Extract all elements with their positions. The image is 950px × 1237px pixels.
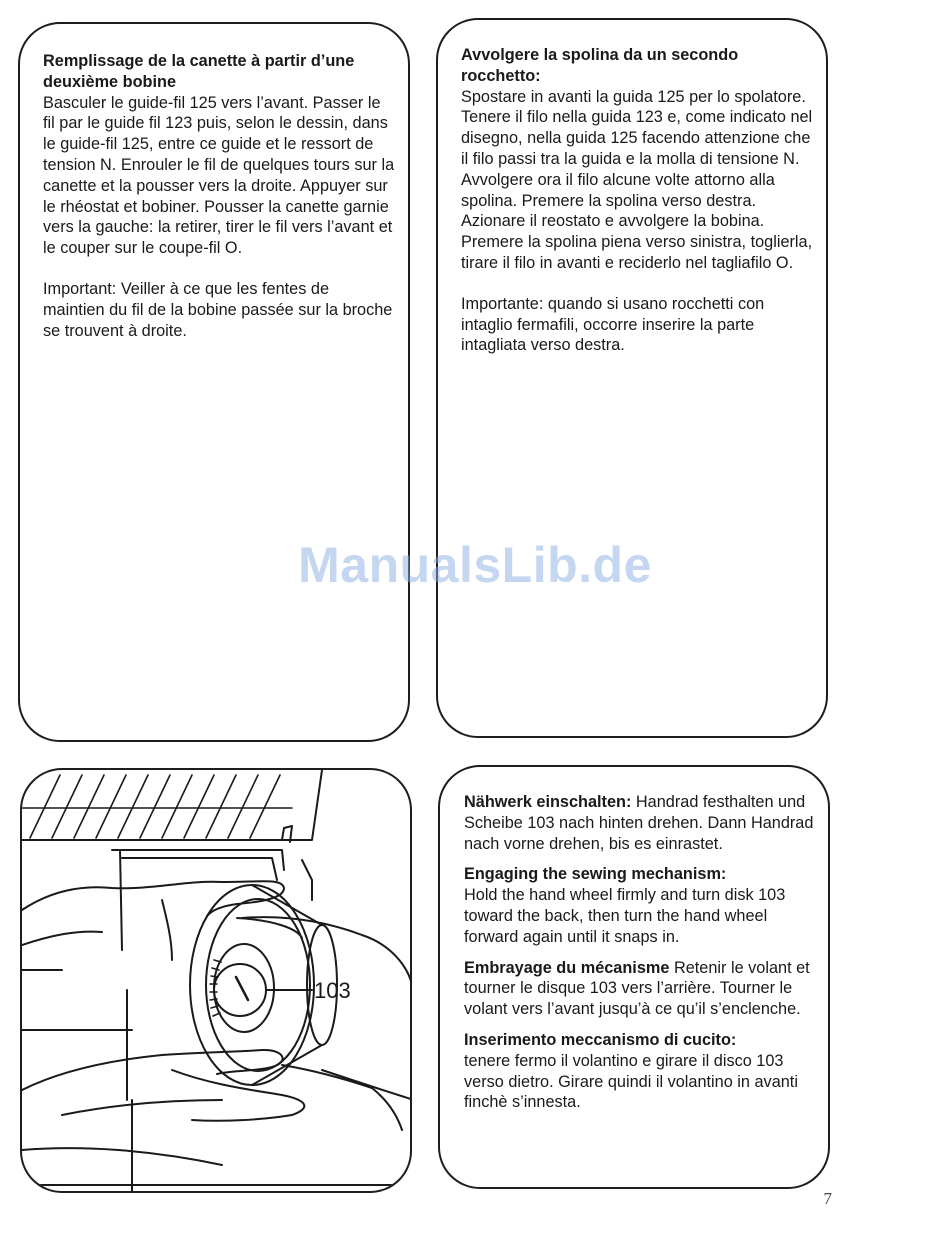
instruction-french [464, 958, 814, 1020]
instruction-german-body: Handrad festhalten und Scheibe 103 nach hinten drehen. Dann Handrad nach vorne drehen, bis es einrastet. [464, 793, 814, 853]
instruction-german [464, 792, 814, 854]
hands-on-handwheel-illustration [22, 770, 412, 1193]
instruction-english-body: Hold the hand wheel firmly and turn disk 103 toward the back, then turn the hand wheel forward again until it snaps in. [464, 886, 786, 946]
instruction-italian-body: tenere fermo il volantino e girare il disco 103 verso dietro. Girare quindi il volantino in avanti finchè s’innesta. [464, 1051, 798, 1112]
instruction-english [464, 864, 814, 947]
french-section-body: Basculer le guide-fil 125 vers l’avant. Passer le fil par le guide fil 123 puis, selon le dessin, dans le guide-fil 125, entre ce guide et le ressort de tension N. Enrouler le fil de quelques tours sur la canette et la pousser vers la droite. Appuyer sur le rhéostat et bobiner. Pousser la canette garnie vers la gauche: la retirer, tirer le fil vers l’avant et le couper sur le coupe-fil O. [43, 93, 395, 258]
instruction-german-title: Nähwerk einschalten: [464, 793, 636, 811]
callout-label-103: 103 [314, 978, 351, 1003]
watermark: ManualsLib.de [298, 537, 652, 593]
page-number: 7 [823, 1189, 832, 1208]
french-section-text [43, 51, 395, 341]
italian-section-body: Spostare in avanti la guida 125 per lo spolatore. Tenere il filo nella guida 123 e, come indicato nel disegno, nella guida 125 facendo attenzione che il filo passi tra la guida e la molla di tensione N. Avvolgere ora il filo alcune volte attorno alla spolina. Premere la spolina verso destra. Azionare il reostato e avvolgere la bobina. Premere la spolina piena verso sinistra, toglierla, tirare il filo in avanti e reciderlo nel tagliafilo O. [461, 87, 813, 272]
french-section-title: Remplissage de la canette à partir d’une deuxième bobine [43, 52, 355, 91]
french-section-box [18, 22, 410, 742]
instructions-text [464, 792, 814, 1123]
instruction-french-body: Retenir le volant et tourner le disque 103 vers l’arrière. Tourner le volant vers l’avant jusqu’à ce qu’il s’enclenche. [464, 958, 810, 1019]
instructions-box [438, 765, 830, 1189]
french-section-note: Important: Veiller à ce que les fentes de maintien du fil de la bobine passée sur la broche se trouvent à droite. [43, 279, 393, 340]
instruction-french-title: Embrayage du mécanisme [464, 958, 674, 977]
italian-section-box [436, 18, 828, 738]
illustration-box [20, 768, 412, 1193]
instruction-english-title: Engaging the sewing mechanism: [464, 865, 727, 884]
instruction-italian [464, 1030, 814, 1113]
italian-section-title: Avvolgere la spolina da un secondo rocchetto: [461, 46, 739, 85]
italian-section-text [461, 45, 813, 356]
instruction-italian-title: Inserimento meccanismo di cucito: [464, 1030, 737, 1049]
italian-section-note: Importante: quando si usano rocchetti con intaglio fermafili, occorre inserire la parte intagliata verso destra. [461, 294, 765, 355]
